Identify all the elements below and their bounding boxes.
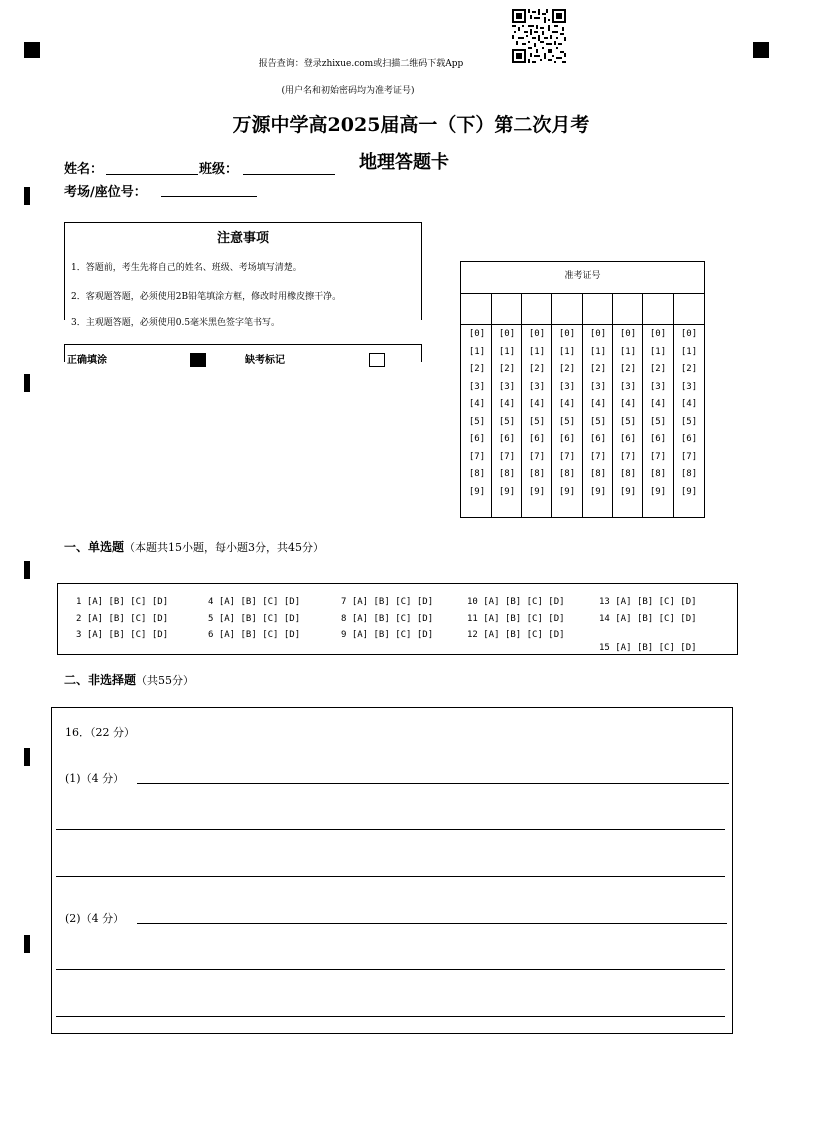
exam-digit-bubble[interactable]: [5] [528, 416, 546, 427]
exam-digit-bubble[interactable]: [6] [619, 434, 637, 444]
timing-mark [24, 748, 30, 766]
exam-digit-bubble[interactable]: [1] [589, 346, 607, 357]
exam-digit-bubble[interactable]: [2] [558, 364, 576, 374]
exam-digit-bubble[interactable]: [7] [680, 451, 698, 462]
q16-label: 16．（22 分） [65, 726, 135, 739]
exam-digit-bubble[interactable]: [1] [649, 346, 667, 357]
question-number: 13 [599, 597, 610, 607]
exam-digit-bubble[interactable]: [0] [619, 329, 637, 339]
subtitle: 地理答题卡 [359, 152, 449, 173]
answer-line[interactable] [56, 876, 725, 877]
answer-options[interactable]: [A] [B] [C] [D] [615, 614, 697, 624]
correct-fill-sample [190, 353, 206, 367]
question-number: 2 [76, 614, 82, 624]
choice-question-2[interactable] [76, 614, 168, 624]
answer-options[interactable]: [A] [B] [C] [D] [86, 630, 169, 640]
exam-digit-bubble[interactable]: [1] [528, 346, 546, 357]
exam-digit-bubble[interactable]: [8] [558, 469, 576, 479]
exam-digit-bubble[interactable]: [3] [528, 381, 546, 392]
choice-question-9[interactable] [341, 630, 433, 640]
exam-digit-bubble[interactable]: [3] [498, 381, 516, 392]
exam-digit-bubble[interactable]: [1] [498, 346, 516, 357]
choice-question-10[interactable] [467, 597, 565, 607]
exam-digit-bubble[interactable]: [8] [498, 469, 516, 479]
exam-digit-bubble[interactable]: [6] [528, 434, 546, 444]
class-label: 班级： [199, 162, 239, 177]
exam-digit-bubble[interactable]: [0] [589, 329, 607, 339]
answer-options[interactable]: [A] [B] [C] [D] [218, 597, 301, 607]
question-number: 14 [599, 614, 610, 624]
question-number: 1 [76, 597, 82, 607]
choice-question-13[interactable] [599, 597, 697, 607]
alignment-mark-top-right [753, 42, 769, 58]
choice-question-5[interactable] [208, 614, 300, 624]
section1-desc: （本题共15小题，每小题3分，共45分） [124, 541, 325, 554]
answer-options[interactable]: [A] [B] [C] [D] [86, 614, 169, 624]
exam-digit-bubble[interactable]: [4] [649, 399, 667, 409]
exam-digit-bubble[interactable]: [8] [468, 469, 486, 479]
exam-digit-bubble[interactable]: [9] [649, 486, 667, 497]
answer-options[interactable]: [A] [B] [C] [D] [615, 643, 697, 653]
exam-digit-bubble[interactable]: [4] [498, 399, 516, 409]
exam-digit-bubble[interactable]: [0] [649, 329, 667, 339]
answer-line[interactable] [137, 923, 727, 924]
seat-field[interactable] [161, 196, 257, 197]
exam-digit-bubble[interactable]: [6] [589, 434, 607, 444]
exam-digit-bubble[interactable]: [2] [468, 364, 486, 374]
notice-item-1: 1．答题前，考生先将自己的姓名、班级、考场填写清楚。 [71, 263, 302, 273]
exam-digit-bubble[interactable]: [1] [619, 346, 637, 357]
exam-digit-bubble[interactable]: [3] [680, 381, 698, 392]
answer-options[interactable]: [A] [B] [C] [D] [615, 597, 697, 607]
exam-digit-bubble[interactable]: [2] [680, 364, 698, 374]
timing-mark [24, 374, 30, 392]
exam-digit-bubble[interactable]: [3] [468, 381, 486, 392]
exam-digit-bubble[interactable]: [6] [680, 434, 698, 444]
exam-digit-bubble[interactable]: [9] [589, 486, 607, 497]
question-number: 4 [208, 597, 214, 607]
q16-sub1-label: (1)（4 分） [65, 772, 125, 785]
exam-digit-bubble[interactable]: [0] [558, 329, 576, 339]
qr-code-icon [512, 9, 566, 63]
seat-label: 考场/座位号： [64, 185, 147, 200]
notice-item-2: 2．客观题答题，必须使用2B铅笔填涂方框，修改时用橡皮擦干净。 [71, 292, 342, 302]
choice-question-8[interactable] [341, 614, 433, 624]
exam-digit-bubble[interactable]: [3] [589, 381, 607, 392]
question-number: 11 [467, 614, 478, 624]
section1-title: 一、单选题 [64, 540, 125, 554]
choice-answer-box [57, 583, 738, 655]
question-number: 7 [341, 597, 347, 607]
exam-number-title: 准考证号 [564, 271, 601, 281]
answer-options[interactable]: [A] [B] [C] [D] [351, 630, 434, 640]
question-number: 9 [341, 630, 347, 640]
timing-mark [24, 935, 30, 953]
choice-question-14[interactable] [599, 614, 697, 624]
answer-options[interactable]: [A] [B] [C] [D] [351, 597, 434, 607]
exam-digit-bubble[interactable]: [5] [498, 416, 516, 427]
answer-line[interactable] [56, 969, 725, 970]
choice-question-7[interactable] [341, 597, 433, 607]
exam-digit-bubble[interactable]: [5] [649, 416, 667, 427]
question-number: 8 [341, 614, 347, 624]
exam-digit-bubble[interactable]: [5] [468, 416, 486, 427]
fill-example-box [64, 344, 422, 366]
exam-digit-bubble[interactable]: [4] [468, 399, 486, 409]
name-label: 姓名： [64, 162, 104, 177]
exam-digit-bubble[interactable]: [3] [619, 381, 637, 392]
exam-digit-bubble[interactable]: [3] [558, 381, 576, 392]
answer-line[interactable] [56, 1016, 725, 1017]
exam-digit-bubble[interactable]: [6] [649, 434, 667, 444]
name-field[interactable] [106, 174, 198, 175]
answer-options[interactable]: [A] [B] [C] [D] [483, 614, 565, 624]
choice-question-6[interactable] [208, 630, 300, 640]
choice-question-4[interactable] [208, 597, 300, 607]
answer-options[interactable]: [A] [B] [C] [D] [86, 597, 169, 607]
q16-answer-box [51, 707, 733, 1034]
exam-digit-bubble[interactable]: [6] [468, 434, 486, 444]
choice-question-3[interactable] [76, 630, 168, 640]
exam-digit-bubble[interactable]: [7] [649, 451, 667, 462]
section1-heading [64, 538, 324, 555]
page-title: 万源中学高2025届高一（下）第二次月考 [232, 114, 590, 136]
question-number: 15 [599, 643, 610, 653]
timing-mark [24, 187, 30, 205]
notice-box [64, 222, 422, 328]
section2-desc: （共55分） [136, 674, 195, 687]
exam-digit-bubble[interactable]: [8] [528, 469, 546, 479]
exam-digit-bubble[interactable]: [9] [528, 486, 546, 497]
exam-digit-bubble[interactable]: [9] [468, 486, 486, 497]
question-number: 3 [76, 630, 82, 640]
answer-options[interactable]: [A] [B] [C] [D] [483, 630, 565, 640]
absent-mark-label: 缺考标记 [245, 355, 285, 366]
exam-digit-bubble[interactable]: [2] [498, 364, 516, 374]
exam-digit-bubble[interactable]: [4] [558, 399, 576, 409]
exam-digit-bubble[interactable]: [8] [619, 469, 637, 479]
exam-digit-bubble[interactable]: [4] [589, 399, 607, 409]
exam-digit-bubble[interactable]: [2] [649, 364, 667, 374]
q16-sub2-label: (2)（4 分） [65, 912, 125, 925]
exam-digit-bubble[interactable]: [3] [649, 381, 667, 392]
exam-digit-bubble[interactable]: [8] [589, 469, 607, 479]
exam-digit-bubble[interactable]: [2] [589, 364, 607, 374]
exam-digit-bubble[interactable]: [5] [558, 416, 576, 427]
timing-mark [24, 561, 30, 579]
correct-fill-label: 正确填涂 [67, 355, 107, 366]
exam-digit-bubble[interactable]: [7] [558, 451, 576, 462]
exam-digit-bubble[interactable]: [8] [680, 469, 698, 479]
answer-options[interactable]: [A] [B] [C] [D] [218, 614, 301, 624]
exam-digit-bubble[interactable]: [1] [680, 346, 698, 357]
exam-digit-bubble[interactable]: [9] [619, 486, 637, 497]
question-number: 6 [208, 630, 214, 640]
exam-digit-bubble[interactable]: [7] [468, 451, 486, 462]
exam-digit-bubble[interactable]: [9] [498, 486, 516, 497]
exam-digit-bubble[interactable]: [6] [498, 434, 516, 444]
exam-digit-bubble[interactable]: [4] [528, 399, 546, 409]
choice-question-1[interactable] [76, 597, 168, 607]
answer-options[interactable]: [A] [B] [C] [D] [483, 597, 565, 607]
exam-digit-bubble[interactable]: [7] [589, 451, 607, 462]
question-number: 10 [467, 597, 478, 607]
exam-digit-bubble[interactable]: [1] [558, 346, 576, 357]
choice-question-15[interactable] [599, 643, 697, 653]
exam-digit-bubble[interactable]: [2] [528, 364, 546, 374]
exam-digit-bubble[interactable]: [2] [619, 364, 637, 374]
login-note: (用户名和初始密码均为准考证号) [281, 86, 415, 96]
answer-options[interactable]: [A] [B] [C] [D] [218, 630, 301, 640]
exam-digit-bubble[interactable]: [9] [558, 486, 576, 497]
exam-digit-bubble[interactable]: [9] [680, 486, 698, 497]
exam-digit-bubble[interactable]: [4] [680, 399, 698, 409]
exam-digit-bubble[interactable]: [4] [619, 399, 637, 409]
exam-digit-bubble[interactable]: [1] [468, 346, 486, 357]
exam-digit-bubble[interactable]: [6] [558, 434, 576, 444]
answer-line[interactable] [56, 829, 725, 830]
exam-digit-bubble[interactable]: [5] [589, 416, 607, 427]
exam-digit-bubble[interactable]: [0] [680, 329, 698, 339]
question-number: 5 [208, 614, 214, 624]
section2-title: 二、非选择题 [64, 673, 137, 687]
section2-heading [64, 671, 194, 688]
choice-question-12[interactable] [467, 630, 565, 640]
answer-options[interactable]: [A] [B] [C] [D] [351, 614, 434, 624]
exam-digit-bubble[interactable]: [0] [498, 329, 516, 339]
exam-digit-bubble[interactable]: [8] [649, 469, 667, 479]
exam-digit-bubble[interactable]: [7] [498, 451, 516, 462]
answer-line[interactable] [137, 783, 729, 784]
exam-digit-bubble[interactable]: [0] [528, 329, 546, 339]
notice-item-3: 3．主观题答题，必须使用0.5毫米黑色签字笔书写。 [71, 318, 281, 328]
exam-digit-bubble[interactable]: [5] [680, 416, 698, 427]
question-number: 12 [467, 630, 478, 640]
notice-title: 注意事项 [216, 231, 269, 246]
exam-digit-bubble[interactable]: [7] [528, 451, 546, 462]
exam-digit-bubble[interactable]: [5] [619, 416, 637, 427]
choice-question-11[interactable] [467, 614, 565, 624]
exam-number-box [460, 261, 705, 518]
report-query-note: 报告查询：登录zhixue.com或扫描二维码下载App [258, 59, 464, 69]
class-field[interactable] [243, 174, 335, 175]
exam-digit-bubble[interactable]: [0] [468, 329, 486, 339]
exam-digit-bubble[interactable]: [7] [619, 451, 637, 462]
absent-mark-checkbox[interactable] [369, 353, 385, 367]
